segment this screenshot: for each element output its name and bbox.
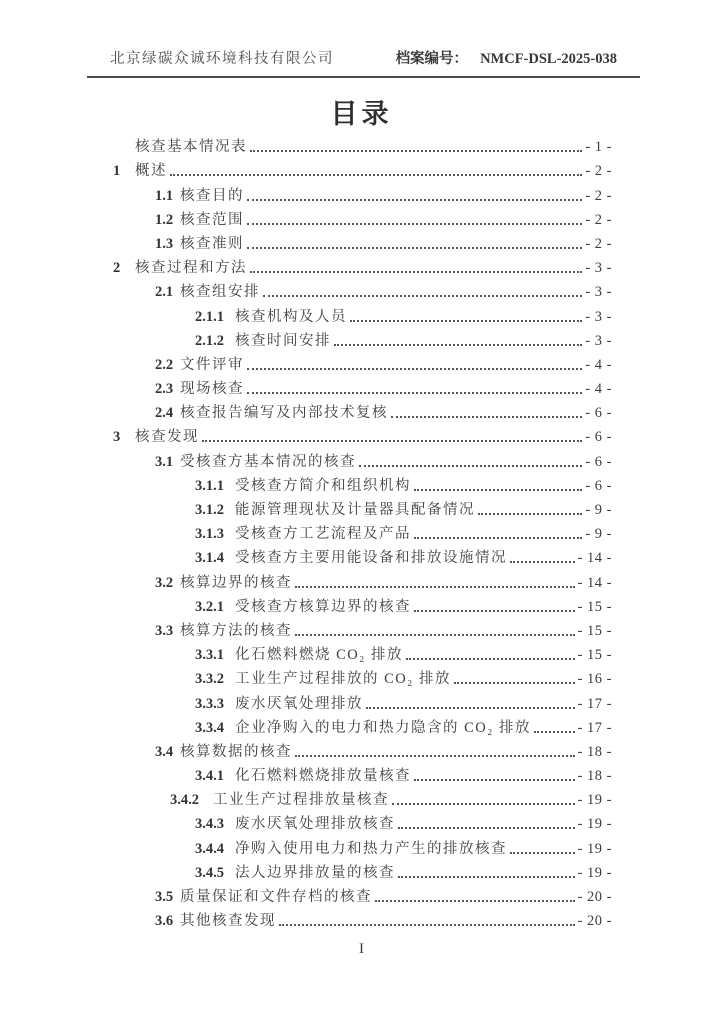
toc-entry-label: 核查组安排: [180, 284, 260, 301]
toc-entry-label: 质量保证和文件存档的核查: [180, 889, 372, 905]
toc-entry-label: 废水厌氧处理排放: [235, 695, 363, 712]
toc-entry-number: 3.1.1: [195, 477, 224, 494]
toc-entry-number: 1.1: [155, 187, 174, 204]
dot-leader: [263, 295, 582, 297]
dot-leader: [414, 779, 575, 781]
toc-entry-number: 3.3: [155, 622, 174, 639]
toc-entry[interactable]: [113, 592, 612, 616]
toc-entry[interactable]: [113, 567, 612, 591]
page-number: I: [359, 941, 364, 957]
toc-entry[interactable]: [113, 761, 612, 785]
toc-entry[interactable]: [113, 688, 612, 712]
toc-entry-number: 1.3: [155, 235, 174, 252]
toc-entry-number: 2.4: [155, 405, 174, 422]
toc-entry-label: 概述: [135, 163, 167, 180]
toc-entry[interactable]: [113, 205, 612, 229]
toc-entry-page-number: - 20 -: [577, 889, 612, 905]
toc-entry[interactable]: [113, 180, 612, 204]
toc-entry-number: 3.1.4: [195, 550, 224, 567]
toc-entry-number: 3.4.4: [195, 840, 224, 857]
toc-entry-label: 核算方法的核查: [180, 622, 292, 639]
toc-entry-label: 核算数据的核查: [180, 743, 292, 760]
dot-leader: [295, 586, 575, 588]
toc-entry-number: 3.2: [155, 574, 174, 591]
toc-entry-number: 2.2: [155, 356, 174, 373]
dot-leader: [414, 610, 575, 612]
toc-entry-page-number: - 14 -: [577, 550, 612, 567]
toc-entry-label: 废水厌氧处理排放核查: [235, 816, 395, 833]
dot-leader: [250, 150, 582, 152]
toc-entry-page-number: - 18 -: [577, 768, 612, 785]
toc-entry-number: 3.1.2: [195, 502, 224, 518]
toc-entry[interactable]: [113, 616, 612, 640]
dot-leader: [366, 707, 575, 709]
toc-entry[interactable]: [113, 446, 612, 470]
toc-entry-label: 受核查方核算边界的核查: [235, 598, 411, 615]
toc-entry-number: 3.2.1: [195, 598, 224, 615]
toc-entry-label: 核查基本情况表: [135, 139, 247, 156]
toc-entry-label: 核查机构及人员: [235, 308, 347, 325]
toc-entry[interactable]: [113, 906, 612, 930]
dot-leader: [510, 852, 575, 854]
header-rule: [87, 76, 640, 78]
toc-entry[interactable]: [113, 519, 612, 543]
toc-entry-label: 工业生产过程排放量核查: [213, 792, 389, 809]
toc-entry-page-number: - 19 -: [577, 840, 612, 857]
toc-entry-page-number: - 4 -: [585, 356, 612, 373]
toc-entry-page-number: - 16 -: [577, 671, 612, 688]
toc-entry[interactable]: [113, 132, 612, 156]
toc-entry-number: 3.3.2: [195, 671, 224, 688]
toc-entry-page-number: - 3 -: [585, 332, 612, 349]
toc-entry-page-number: - 2 -: [585, 235, 612, 252]
dot-leader: [359, 465, 582, 467]
dot-leader: [247, 368, 582, 370]
toc-entry-number: 2.3: [155, 381, 174, 398]
toc-entry-page-number: - 6 -: [585, 453, 612, 470]
toc-entry[interactable]: [113, 809, 612, 833]
dot-leader: [398, 827, 575, 829]
toc-entry-number: 3.4: [155, 743, 174, 760]
toc-entry-page-number: - 6 -: [585, 477, 612, 494]
dot-leader: [406, 658, 575, 660]
toc-entry-number: 2.1: [155, 284, 174, 301]
toc-entry-page-number: - 6 -: [585, 405, 612, 422]
toc-entry-page-number: - 15 -: [577, 647, 612, 664]
toc-entry[interactable]: [113, 326, 612, 350]
table-of-contents: [113, 132, 612, 930]
dot-leader: [375, 900, 575, 902]
toc-entry[interactable]: [113, 422, 612, 446]
toc-entry-number: 1.2: [155, 211, 174, 228]
toc-title: 目录: [330, 99, 393, 129]
file-number-value: NMCF-DSL-2025-038: [480, 51, 617, 67]
toc-entry-page-number: - 1 -: [585, 139, 612, 156]
dot-leader: [170, 174, 582, 176]
dot-leader: [247, 223, 582, 225]
dot-leader: [454, 682, 575, 684]
toc-entry-page-number: - 18 -: [577, 743, 612, 760]
toc-entry-label: 企业净购入的电力和热力隐含的 CO₂ 排放: [235, 719, 531, 736]
toc-entry-number: 3.1: [155, 453, 174, 470]
toc-entry-number: 3.6: [155, 913, 174, 930]
toc-entry[interactable]: [113, 350, 612, 374]
dot-leader: [350, 320, 582, 322]
dot-leader: [247, 247, 582, 249]
toc-entry-page-number: - 15 -: [577, 622, 612, 639]
toc-entry[interactable]: [113, 229, 612, 253]
toc-entry-page-number: - 9 -: [585, 526, 612, 543]
toc-entry-page-number: - 20 -: [577, 913, 612, 930]
toc-entry[interactable]: [113, 640, 612, 664]
toc-entry-label: 其他核查发现: [180, 913, 276, 930]
toc-entry[interactable]: [113, 471, 612, 495]
dot-leader: [250, 271, 582, 273]
toc-entry[interactable]: [113, 785, 612, 809]
dot-leader: [414, 537, 582, 539]
toc-entry-page-number: - 19 -: [577, 816, 612, 833]
toc-entry[interactable]: [113, 156, 612, 180]
toc-entry[interactable]: [113, 858, 612, 882]
toc-entry-label: 受核查方简介和组织机构: [235, 477, 411, 494]
toc-entry-page-number: - 2 -: [585, 211, 612, 228]
dot-leader: [392, 803, 575, 805]
dot-leader: [279, 924, 575, 926]
dot-leader: [510, 561, 575, 563]
toc-entry-number: 3.4.3: [195, 816, 224, 833]
dot-leader: [247, 199, 582, 201]
page-footer: [0, 941, 723, 958]
toc-entry-number: 2.1.1: [195, 308, 224, 325]
toc-entry-page-number: - 3 -: [585, 260, 612, 277]
toc-entry-label: 核查准则: [180, 235, 244, 252]
toc-entry-number: 2: [113, 260, 121, 277]
toc-entry-label: 核算边界的核查: [180, 574, 292, 591]
toc-entry-number: 1: [113, 163, 121, 180]
toc-entry-label: 现场核查: [180, 381, 244, 398]
toc-entry-number: 3.1.3: [195, 526, 224, 543]
file-number-label: 档案编号：: [395, 51, 469, 67]
dot-leader: [414, 489, 582, 491]
toc-entry-page-number: - 19 -: [577, 792, 612, 809]
toc-entry-label: 工业生产过程排放的 CO₂ 排放: [235, 671, 451, 688]
toc-entry[interactable]: [113, 495, 612, 519]
file-number: [396, 50, 617, 69]
dot-leader: [295, 755, 575, 757]
company-name: 北京绿碳众诚环境科技有限公司: [110, 51, 334, 67]
toc-entry-page-number: - 9 -: [585, 502, 612, 518]
toc-entry-label: 法人边界排放量的核查: [235, 864, 395, 881]
dot-leader: [398, 876, 575, 878]
toc-entry-label: 核查目的: [180, 187, 244, 204]
toc-entry-number: 2.1.2: [195, 332, 224, 349]
toc-entry-label: 核查范围: [180, 211, 244, 228]
toc-entry[interactable]: [113, 253, 612, 277]
dot-leader: [295, 634, 575, 636]
toc-entry-number: 3.3.1: [195, 647, 224, 664]
toc-entry-number: 3.4.2: [170, 792, 199, 809]
toc-entry-number: 3.4.1: [195, 768, 224, 785]
dot-leader: [247, 392, 582, 394]
toc-entry[interactable]: [113, 277, 612, 301]
toc-entry[interactable]: [113, 543, 612, 567]
toc-entry[interactable]: [113, 882, 612, 906]
toc-entry-label: 能源管理现状及计量器具配备情况: [235, 502, 475, 518]
toc-entry[interactable]: [113, 664, 612, 688]
toc-entry-page-number: - 6 -: [585, 429, 612, 446]
toc-entry-page-number: - 2 -: [585, 163, 612, 180]
toc-entry-label: 化石燃料燃烧排放量核查: [235, 768, 411, 785]
toc-entry-number: 3.5: [155, 889, 174, 905]
page-header: [110, 50, 617, 69]
dot-leader: [478, 513, 582, 515]
toc-entry-page-number: - 3 -: [585, 284, 612, 301]
toc-entry-page-number: - 4 -: [585, 381, 612, 398]
toc-entry-label: 受核查方主要用能设备和排放设施情况: [235, 550, 507, 567]
dot-leader: [202, 440, 582, 442]
toc-entry-label: 受核查方工艺流程及产品: [235, 526, 411, 543]
toc-entry-number: 3: [113, 429, 121, 446]
toc-entry-number: 3.3.3: [195, 695, 224, 712]
toc-entry-label: 受核查方基本情况的核查: [180, 453, 356, 470]
dot-leader: [334, 344, 582, 346]
toc-entry-page-number: - 17 -: [577, 719, 612, 736]
toc-entry[interactable]: [113, 398, 612, 422]
toc-entry-label: 化石燃料燃烧 CO₂ 排放: [235, 647, 403, 664]
toc-entry-page-number: - 19 -: [577, 864, 612, 881]
toc-entry-page-number: - 15 -: [577, 598, 612, 615]
toc-entry-page-number: - 14 -: [577, 574, 612, 591]
toc-entry-label: 净购入使用电力和热力产生的排放核查: [235, 840, 507, 857]
toc-entry[interactable]: [113, 833, 612, 857]
toc-entry-label: 核查发现: [135, 429, 199, 446]
toc-entry[interactable]: [113, 301, 612, 325]
toc-entry-label: 文件评审: [180, 356, 244, 373]
toc-entry-label: 核查过程和方法: [135, 260, 247, 277]
toc-entry-label: 核查时间安排: [235, 332, 331, 349]
toc-entry-label: 核查报告编写及内部技术复核: [180, 405, 388, 422]
toc-entry-number: 3.3.4: [195, 719, 224, 736]
toc-entry-number: 3.4.5: [195, 864, 224, 881]
dot-leader: [391, 416, 582, 418]
toc-entry[interactable]: [113, 713, 612, 737]
toc-entry-page-number: - 17 -: [577, 695, 612, 712]
toc-entry-page-number: - 3 -: [585, 308, 612, 325]
toc-entry[interactable]: [113, 737, 612, 761]
dot-leader: [534, 731, 575, 733]
toc-entry-page-number: - 2 -: [585, 187, 612, 204]
toc-entry[interactable]: [113, 374, 612, 398]
